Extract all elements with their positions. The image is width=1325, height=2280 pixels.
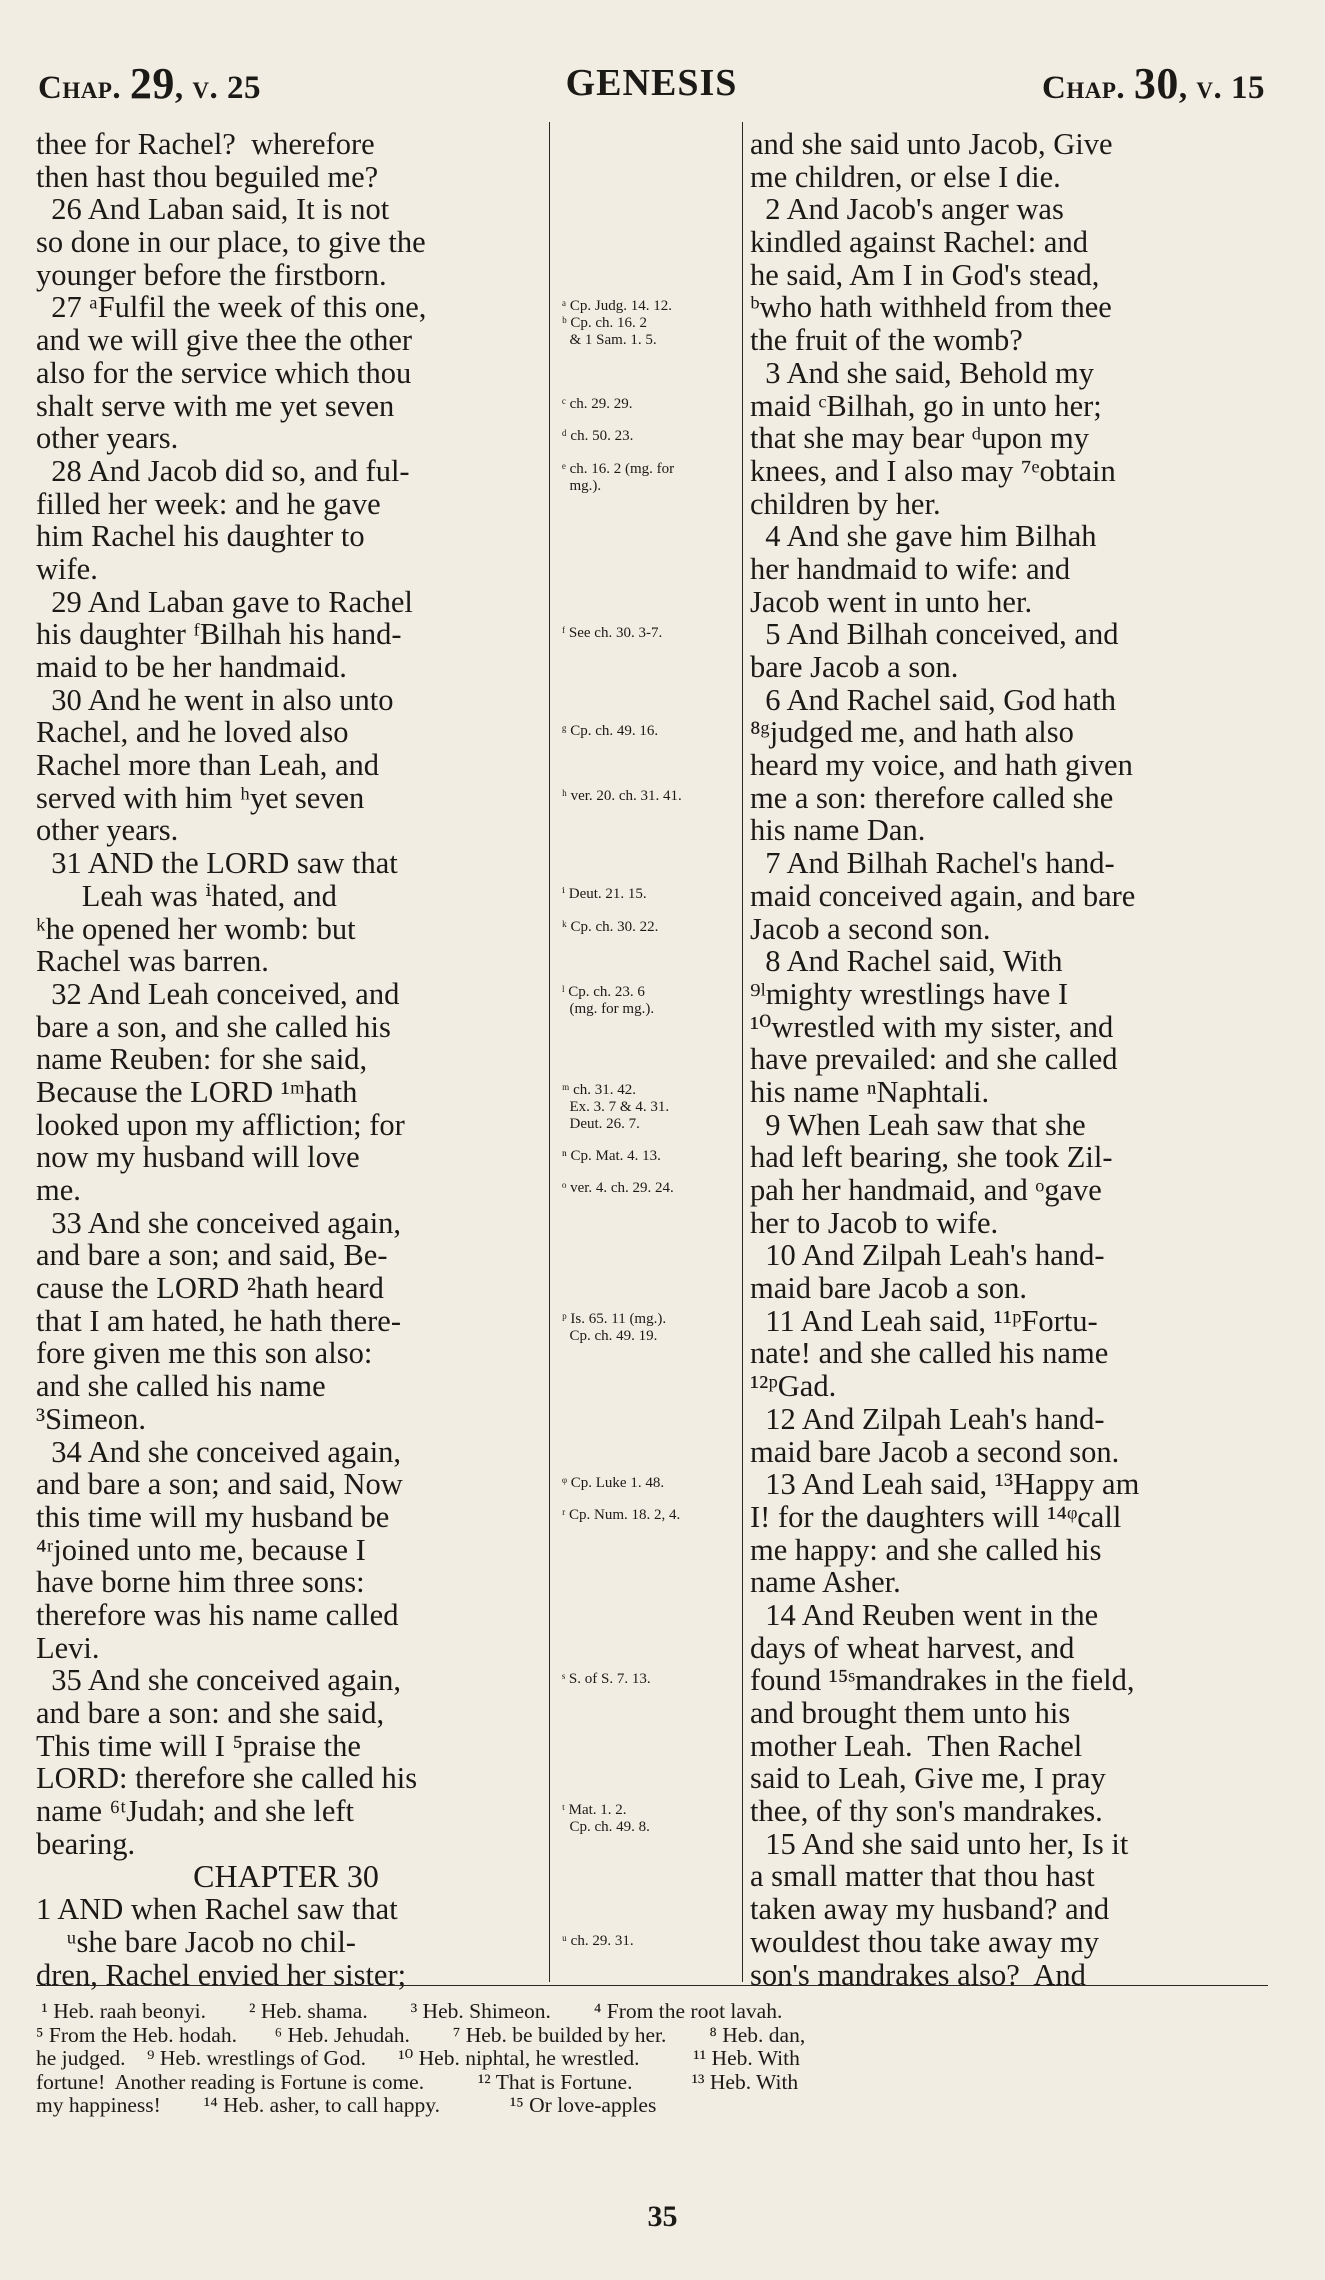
text-line: days of wheat harvest, and: [750, 1630, 1075, 1665]
text-line: 8 And Rachel said, With: [750, 944, 1063, 979]
cross-reference: ᵉ ch. 16. 2 (mg. for mg.).: [562, 461, 675, 494]
page-number: 35: [647, 2200, 678, 2233]
text-line: 29 And Laban gave to Rachel: [36, 584, 413, 619]
text-line: maid conceived again, and bare: [750, 878, 1136, 913]
text-line: and brought them unto his: [750, 1696, 1071, 1730]
text-line: also for the service which thou: [36, 355, 412, 390]
text-line: 26 And Laban said, It is not: [36, 192, 390, 227]
text-line: 7 And Bilhah Rachel's hand-: [750, 846, 1115, 881]
text-line: Because the LORD ¹ᵐhath: [36, 1074, 358, 1109]
text-line: heard my voice, and hath given: [750, 748, 1133, 783]
text-line: maid to be her handmaid.: [36, 650, 347, 684]
text-line: 30 And he went in also unto: [36, 682, 394, 717]
cross-reference: ʳ Cp. Num. 18. 2, 4.: [562, 1507, 681, 1524]
text-line: Leah was ⁱhated, and: [36, 878, 337, 913]
text-line: thee for Rachel? wherefore: [36, 127, 375, 161]
text-line: other years.: [36, 421, 179, 456]
text-line: 2 And Jacob's anger was: [750, 192, 1064, 227]
text-line: found ¹⁵ˢmandrakes in the field,: [750, 1663, 1135, 1698]
footnotes: [36, 2000, 1268, 2175]
cross-reference: ᵐ ch. 31. 42. Ex. 3. 7 & 4. 31. Deut. 26. 7.: [562, 1082, 670, 1133]
footnote-line: fortune! Another reading is Fortune is come. ¹² That is Fortune. ¹³ Heb. With: [36, 2069, 799, 2094]
text-line: looked upon my affliction; for: [36, 1107, 405, 1142]
text-line: 14 And Reuben went in the: [750, 1597, 1099, 1632]
text-line: ¹²ᵖGad.: [750, 1369, 837, 1404]
text-line: and she said unto Jacob, Give: [750, 127, 1113, 161]
text-line: bearing.: [36, 1826, 136, 1861]
footnote-line: ⁵ From the Heb. hodah. ⁶ Heb. Jehudah. ⁷ Heb. be builded by her. ⁸ Heb. dan,: [36, 2022, 806, 2047]
text-line: that I am hated, he hath there-: [36, 1303, 401, 1338]
text-line: dren, Rachel envied her sister;: [36, 1957, 407, 1992]
left-text-column: [36, 127, 536, 1992]
text-line: 27 ᵃFulfil the week of this one,: [36, 290, 427, 325]
text-line: maid bare Jacob a second son.: [750, 1434, 1120, 1469]
text-line: he said, Am I in God's stead,: [750, 257, 1100, 292]
header-right-verse: , v. 15: [1178, 69, 1265, 106]
text-line: wife.: [36, 551, 98, 586]
cross-reference: ᵒ ver. 4. ch. 29. 24.: [562, 1180, 674, 1197]
text-line: a small matter that thou hast: [750, 1859, 1095, 1894]
cross-reference: ᵘ ch. 29. 31.: [562, 1932, 634, 1949]
text-line: other years.: [36, 813, 179, 848]
text-line: Rachel was barren.: [36, 944, 269, 979]
text-line: his name Dan.: [750, 813, 926, 848]
text-line: fore given me this son also:: [36, 1336, 373, 1371]
text-line: ᵘshe bare Jacob no chil-: [36, 1924, 356, 1959]
text-line: Jacob a second son.: [750, 911, 991, 946]
text-line: him Rachel his daughter to: [36, 519, 365, 554]
footnote-rule: [36, 1985, 1268, 1986]
text-line: This time will I ⁵praise the: [36, 1728, 361, 1763]
cross-reference-margin: [562, 128, 742, 1973]
text-line: then hast thou beguiled me?: [36, 159, 379, 194]
text-line: name ⁶ᵗJudah; and she left: [36, 1794, 354, 1829]
text-line: bare Jacob a son.: [750, 650, 959, 684]
text-line: 35 And she conceived again,: [36, 1663, 402, 1698]
text-line: and we will give thee the other: [36, 323, 413, 358]
text-line: maid bare Jacob a son.: [750, 1271, 1027, 1306]
cross-reference: ᵈ ch. 50. 23.: [562, 428, 634, 445]
text-line: 1 AND when Rachel saw that: [36, 1892, 398, 1927]
text-line: pah her handmaid, and ᵒgave: [750, 1173, 1102, 1207]
text-line: ¹⁰wrestled with my sister, and: [750, 1009, 1114, 1044]
text-line: and bare a son; and said, Be-: [36, 1238, 388, 1273]
text-line: and she called his name: [36, 1369, 326, 1404]
footnote-line: he judged. ⁹ Heb. wrestlings of God. ¹⁰ Heb. niphtal, he wrestled. ¹¹ Heb. With: [36, 2046, 800, 2070]
text-line: said to Leah, Give me, I pray: [750, 1761, 1106, 1796]
text-line: LORD: therefore she called his: [36, 1761, 418, 1796]
text-line: I! for the daughters will ¹⁴ᵠcall: [750, 1499, 1122, 1534]
text-line: 34 And she conceived again,: [36, 1434, 402, 1469]
text-line: shalt serve with me yet seven: [36, 388, 395, 423]
text-line: 12 And Zilpah Leah's hand-: [750, 1401, 1105, 1436]
text-line: cause the LORD ²hath heard: [36, 1271, 384, 1306]
text-line: so done in our place, to give the: [36, 225, 426, 260]
text-line: his daughter ᶠBilhah his hand-: [36, 617, 402, 652]
text-line: maid ᶜBilhah, go in unto her;: [750, 388, 1102, 423]
text-line: 9 When Leah saw that she: [750, 1107, 1086, 1142]
text-line: filled her week: and he gave: [36, 486, 381, 521]
text-line: thee, of thy son's mandrakes.: [750, 1794, 1103, 1829]
text-line: name Reuben: for she said,: [36, 1042, 368, 1077]
text-line: Rachel, and he loved also: [36, 715, 349, 750]
text-line: mother Leah. Then Rachel: [750, 1728, 1083, 1763]
cross-reference: ᵃ Cp. Judg. 14. 12. ᵇ Cp. ch. 16. 2 & 1 Sam. 1. 5.: [562, 297, 672, 348]
text-line: 10 And Zilpah Leah's hand-: [750, 1238, 1105, 1273]
footnote-line: ¹ Heb. raah beonyi. ² Heb. shama. ³ Heb. Shimeon. ⁴ From the root lavah.: [36, 1999, 783, 2023]
cross-reference: ⁿ Cp. Mat. 4. 13.: [562, 1147, 661, 1164]
text-line: 28 And Jacob did so, and ful-: [36, 453, 410, 488]
cross-reference: ᵖ Is. 65. 11 (mg.). Cp. ch. 49. 19.: [562, 1311, 667, 1345]
footnote-line: my happiness! ¹⁴ Heb. asher, to call happy. ¹⁵ Or love-apples: [36, 2093, 657, 2117]
margin-rule-left: [549, 122, 550, 1982]
text-line: son's mandrakes also? And: [750, 1957, 1086, 1992]
text-line: ³Simeon.: [36, 1401, 146, 1436]
text-line: and bare a son: and she said,: [36, 1696, 385, 1730]
text-line: 3 And she said, Behold my: [750, 355, 1094, 390]
text-line: have borne him three sons:: [36, 1565, 365, 1600]
text-line: nate! and she called his name: [750, 1336, 1109, 1371]
text-line: that she may bear ᵈupon my: [750, 421, 1089, 456]
cross-reference: ᵏ Cp. ch. 30. 22.: [562, 918, 659, 935]
text-line: kindled against Rachel: and: [750, 225, 1088, 260]
text-line: ⁹ˡmighty wrestlings have I: [750, 976, 1069, 1011]
text-line: knees, and I also may ⁷ᵉobtain: [750, 453, 1116, 488]
right-text-column: [750, 127, 1260, 1992]
text-line: had left bearing, she took Zil-: [750, 1140, 1113, 1175]
cross-reference: ʰ ver. 20. ch. 31. 41.: [562, 788, 682, 804]
text-line: 5 And Bilhah conceived, and: [750, 617, 1119, 652]
text-line: younger before the firstborn.: [36, 257, 387, 292]
text-line: ⁸ᵍjudged me, and hath also: [750, 715, 1074, 750]
text-line: bare a son, and she called his: [36, 1009, 391, 1044]
text-line: me children, or else I die.: [750, 159, 1061, 194]
text-line: me.: [36, 1173, 81, 1207]
text-line: her handmaid to wife: and: [750, 551, 1071, 586]
text-line: her to Jacob to wife.: [750, 1205, 999, 1240]
text-line: taken away my husband? and: [750, 1892, 1110, 1927]
text-line: Jacob went in unto her.: [750, 584, 1033, 619]
text-line: me a son: therefore called she: [750, 780, 1114, 815]
text-line: Levi.: [36, 1630, 100, 1665]
text-line: 15 And she said unto her, Is it: [750, 1826, 1129, 1861]
header-left-reference: [38, 58, 261, 109]
cross-reference: ˡ Cp. ch. 23. 6 (mg. for mg.).: [562, 984, 655, 1018]
text-line: 13 And Leah said, ¹³Happy am: [750, 1467, 1140, 1502]
running-header: [38, 52, 1265, 114]
text-line: wouldest thou take away my: [750, 1924, 1099, 1959]
text-line: the fruit of the womb?: [750, 323, 1023, 358]
text-line: ⁴ʳjoined unto me, because I: [36, 1532, 366, 1567]
cross-reference: ᵠ Cp. Luke 1. 48.: [562, 1474, 665, 1491]
text-line: his name ⁿNaphtali.: [750, 1074, 990, 1109]
text-line: ᵇwho hath withheld from thee: [750, 290, 1112, 325]
cross-reference: ᵗ Mat. 1. 2. Cp. ch. 49. 8.: [562, 1801, 650, 1835]
text-line: CHAPTER 30: [193, 1858, 379, 1895]
text-line: 11 And Leah said, ¹¹ᵖFortu-: [750, 1303, 1098, 1338]
cross-reference: ˢ S. of S. 7. 13.: [562, 1670, 651, 1687]
cross-reference: ᶜ ch. 29. 29.: [562, 395, 633, 412]
cross-reference: ᶠ See ch. 30. 3-7.: [562, 624, 663, 641]
text-line: now my husband will love: [36, 1140, 360, 1175]
text-line: 6 And Rachel said, God hath: [750, 682, 1116, 717]
text-line: this time will my husband be: [36, 1499, 390, 1534]
header-right-chapter-number: 30: [1133, 58, 1179, 108]
header-left-chapter-number: 29: [129, 58, 175, 108]
text-line: 33 And she conceived again,: [36, 1205, 402, 1240]
cross-reference: ⁱ Deut. 21. 15.: [562, 886, 647, 903]
text-line: Rachel more than Leah, and: [36, 748, 379, 783]
text-line: 4 And she gave him Bilhah: [750, 519, 1097, 554]
book-title: GENESIS: [565, 62, 738, 104]
text-line: therefore was his name called: [36, 1597, 399, 1632]
text-line: have prevailed: and she called: [750, 1042, 1118, 1077]
text-line: children by her.: [750, 486, 941, 521]
header-right-reference: [1042, 58, 1265, 109]
cross-reference: ᵍ Cp. ch. 49. 16.: [562, 722, 659, 739]
text-line: me happy: and she called his: [750, 1532, 1102, 1567]
text-line: and bare a son; and said, Now: [36, 1467, 403, 1502]
header-left-verse: , v. 25: [174, 69, 262, 106]
text-line: 31 AND the LORD saw that: [36, 846, 398, 881]
header-right-chap-label: Chap.: [1041, 69, 1126, 106]
margin-rule-right: [742, 122, 743, 1982]
text-line: name Asher.: [750, 1565, 901, 1600]
text-line: served with him ʰyet seven: [36, 780, 365, 815]
text-line: ᵏhe opened her womb: but: [36, 911, 356, 946]
header-left-chap-label: Chap.: [38, 69, 122, 106]
text-line: 32 And Leah conceived, and: [36, 976, 400, 1011]
